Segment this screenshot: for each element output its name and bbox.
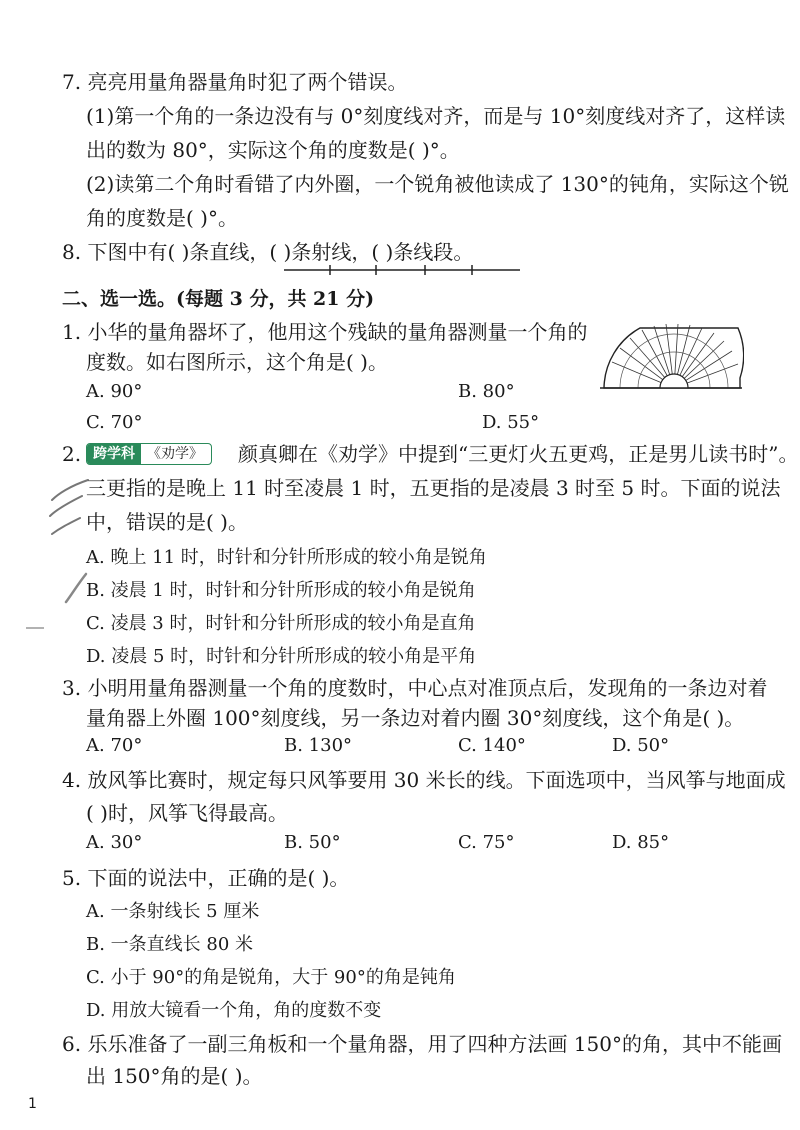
s2q2-number: 2. [62,442,82,466]
s2q1-option-b: B. 80° [458,381,515,402]
line-figure [280,258,525,276]
pencil-scribbles [22,478,102,638]
s2q4-option-a: A. 30° [86,832,143,853]
s2q5-option-c: C. 小于 90°的角是锐角，大于 90°的角是钝角 [86,967,456,988]
s2q4-line1: 4. 放风筝比赛时，规定每只风筝要用 30 米长的线。下面选项中，当风筝与地面成 [62,768,786,792]
tag-subject: 跨学科 [87,444,141,464]
s2q3-option-c: C. 140° [458,735,526,756]
s2q5-option-a: A. 一条射线长 5 厘米 [86,901,260,922]
section2-heading: 二、选一选。(每题 3 分，共 21 分) [62,288,375,310]
s2q3-option-d: D. 50° [612,735,670,756]
s2q3-option-b: B. 130° [284,735,353,756]
s2q5-option-d: D. 用放大镜看一个角，角的度数不变 [86,1000,382,1021]
s2q2-option-a: A. 晚上 11 时，时针和分针所形成的较小角是锐角 [86,547,487,568]
s2q1-option-d: D. 55° [482,412,540,433]
s2q2-option-c: C. 凌晨 3 时，时针和分针所形成的较小角是直角 [86,613,476,634]
q8-text: 8. 下图中有( )条直线，( )条射线，( )条线段。 [62,240,474,264]
s2q1-option-a: A. 90° [86,381,143,402]
page-number: 1 [28,1096,37,1112]
s2q4-option-c: C. 75° [458,832,515,853]
s2q2-option-b: B. 凌晨 1 时，时针和分针所形成的较小角是锐角 [86,580,476,601]
q7-title: 7. 亮亮用量角器量角时犯了两个错误。 [62,70,408,94]
s2q1-line2: 度数。如右图所示，这个角是( )。 [86,350,388,374]
s2q5-option-b: B. 一条直线长 80 米 [86,934,254,955]
q7-part1-line2: 出的数为 80°，实际这个角的度数是( )°。 [86,138,460,162]
q7-part1-line1: (1)第一个角的一条边没有与 0°刻度线对齐，而是与 10°刻度线对齐了，这样读 [86,104,786,128]
s2q4-line2: ( )时，风筝飞得最高。 [86,801,288,825]
cross-subject-tag [86,443,212,465]
s2q4-option-b: B. 50° [284,832,341,853]
q7-part2-line1: (2)读第二个角时看错了内外圈，一个锐角被他读成了 130°的钝角，实际这个锐 [86,172,789,196]
broken-protractor-figure [598,318,744,394]
s2q2-line3: 中，错误的是( )。 [86,510,248,534]
s2q3-line1: 3. 小明用量角器测量一个角的度数时，中心点对准顶点后，发现角的一条边对着 [62,676,768,700]
s2q6-line1: 6. 乐乐准备了一副三角板和一个量角器，用了四种方法画 150°的角，其中不能画 [62,1032,782,1056]
s2q3-option-a: A. 70° [86,735,143,756]
s2q3-line2: 量角器上外圈 100°刻度线，另一条边对着内圈 30°刻度线，这个角是( )。 [86,706,745,730]
s2q2-line1: 颜真卿在《劝学》中提到“三更灯火五更鸡，正是男儿读书时”。 [238,442,799,466]
s2q2-line2: 三更指的是晚上 11 时至凌晨 1 时，五更指的是凌晨 3 时至 5 时。下面的说法 [86,476,781,500]
s2q4-option-d: D. 85° [612,832,670,853]
s2q6-line2: 出 150°角的是( )。 [86,1064,263,1088]
tag-source: 《劝学》 [147,446,203,462]
s2q1-option-c: C. 70° [86,412,143,433]
s2q1-line1: 1. 小华的量角器坏了，他用这个残缺的量角器测量一个角的 [62,320,588,344]
s2q2-option-d: D. 凌晨 5 时，时针和分针所形成的较小角是平角 [86,646,477,667]
s2q5-line1: 5. 下面的说法中，正确的是( )。 [62,866,350,890]
q7-part2-line2: 角的度数是( )°。 [86,206,238,230]
